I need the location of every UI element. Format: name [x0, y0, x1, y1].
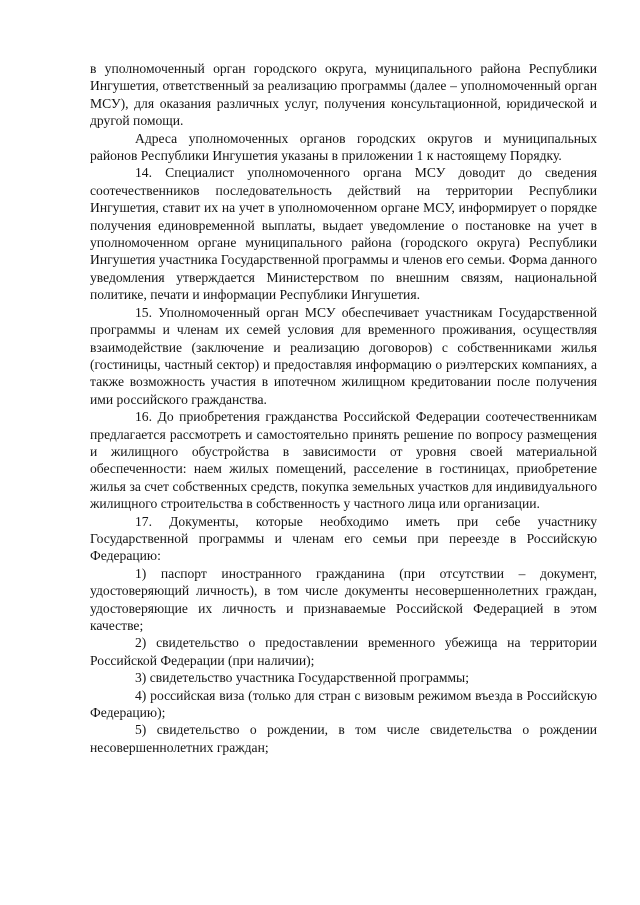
- paragraph-item-15: 15. Уполномоченный орган МСУ обеспечивает участникам Государственной программы и членам их семей условия для временного проживания, осуществляя взаимодействие (заключение и реализацию договоров) с собственниками жилья (гостиницы, частный сектор) и предоставляя информацию о риэлтерских компаниях, а также возможность участия в ипотечном жилищном кредитовании после получения ими российского гражданства.: [90, 304, 597, 407]
- list-item-1: 1) паспорт иностранного гражданина (при отсутствии – документ, удостоверяющий личность), в том числе документы несовершеннолетних граждан, удостоверяющие их личность и признаваемые Российской Федерацией в этом качестве;: [90, 565, 597, 633]
- list-item-3: 3) свидетельство участника Государственной программы;: [135, 670, 469, 686]
- list-item-2: 2) свидетельство о предоставлении временного убежища на территории Российской Федерации (при наличии);: [90, 635, 597, 668]
- list-item-5: 5) свидетельство о рождении, в том числе свидетельства о рождении несовершеннолетних граждан;: [90, 722, 597, 755]
- paragraph-addresses: Адреса уполномоченных органов городских округов и муниципальных районов Республики Ингушетия указаны в приложении 1 к настоящему Порядку.: [90, 130, 597, 164]
- paragraph-item-16: 16. До приобретения гражданства Российской Федерации соотечественникам предлагается рассмотреть и самостоятельно принять решение по вопросу размещения и жилищного обустройства в зависимости от уровня своей материальной обеспеченности: наем жилых помещений, расселение в гостиницах, приобретение жилья за счет собственных средств, покупка земельных участков для индивидуального жилищного строительства в собственность у частного лица или организации.: [90, 409, 597, 512]
- paragraph-item-14: 14. Специалист уполномоченного органа МСУ доводит до сведения соотечественников последовательность действий на территории Республики Ингушетия, ставит их на учет в уполномоченном органе МСУ, информирует о порядке получения единовременной выплаты, выдает уведомление о постановке на учет в уполномоченном органе муниципального района (городского округа) Республики Ингушетия участника Государственной программы и членов его семьи. Форма данного уведомления утверждается Министерством по внешним связям, национальной политике, печати и информации Республики Ингушетия.: [90, 165, 597, 303]
- paragraph-item-17: 17. Документы, которые необходимо иметь при себе участнику Государственной программы и членам его семьи при переезде в Российскую Федерацию:: [90, 513, 597, 564]
- list-item-4: 4) российская виза (только для стран с визовым режимом въезда в Российскую Федерацию);: [90, 687, 597, 721]
- document-page: [90, 60, 597, 756]
- paragraph-continuation: в уполномоченный орган городского округа, муниципального района Республики Ингушетия, ответственный за реализацию программы (далее – уполномоченный орган МСУ), для оказания различных услуг, получения консультационной, юридической и другой помощи.: [90, 61, 597, 129]
